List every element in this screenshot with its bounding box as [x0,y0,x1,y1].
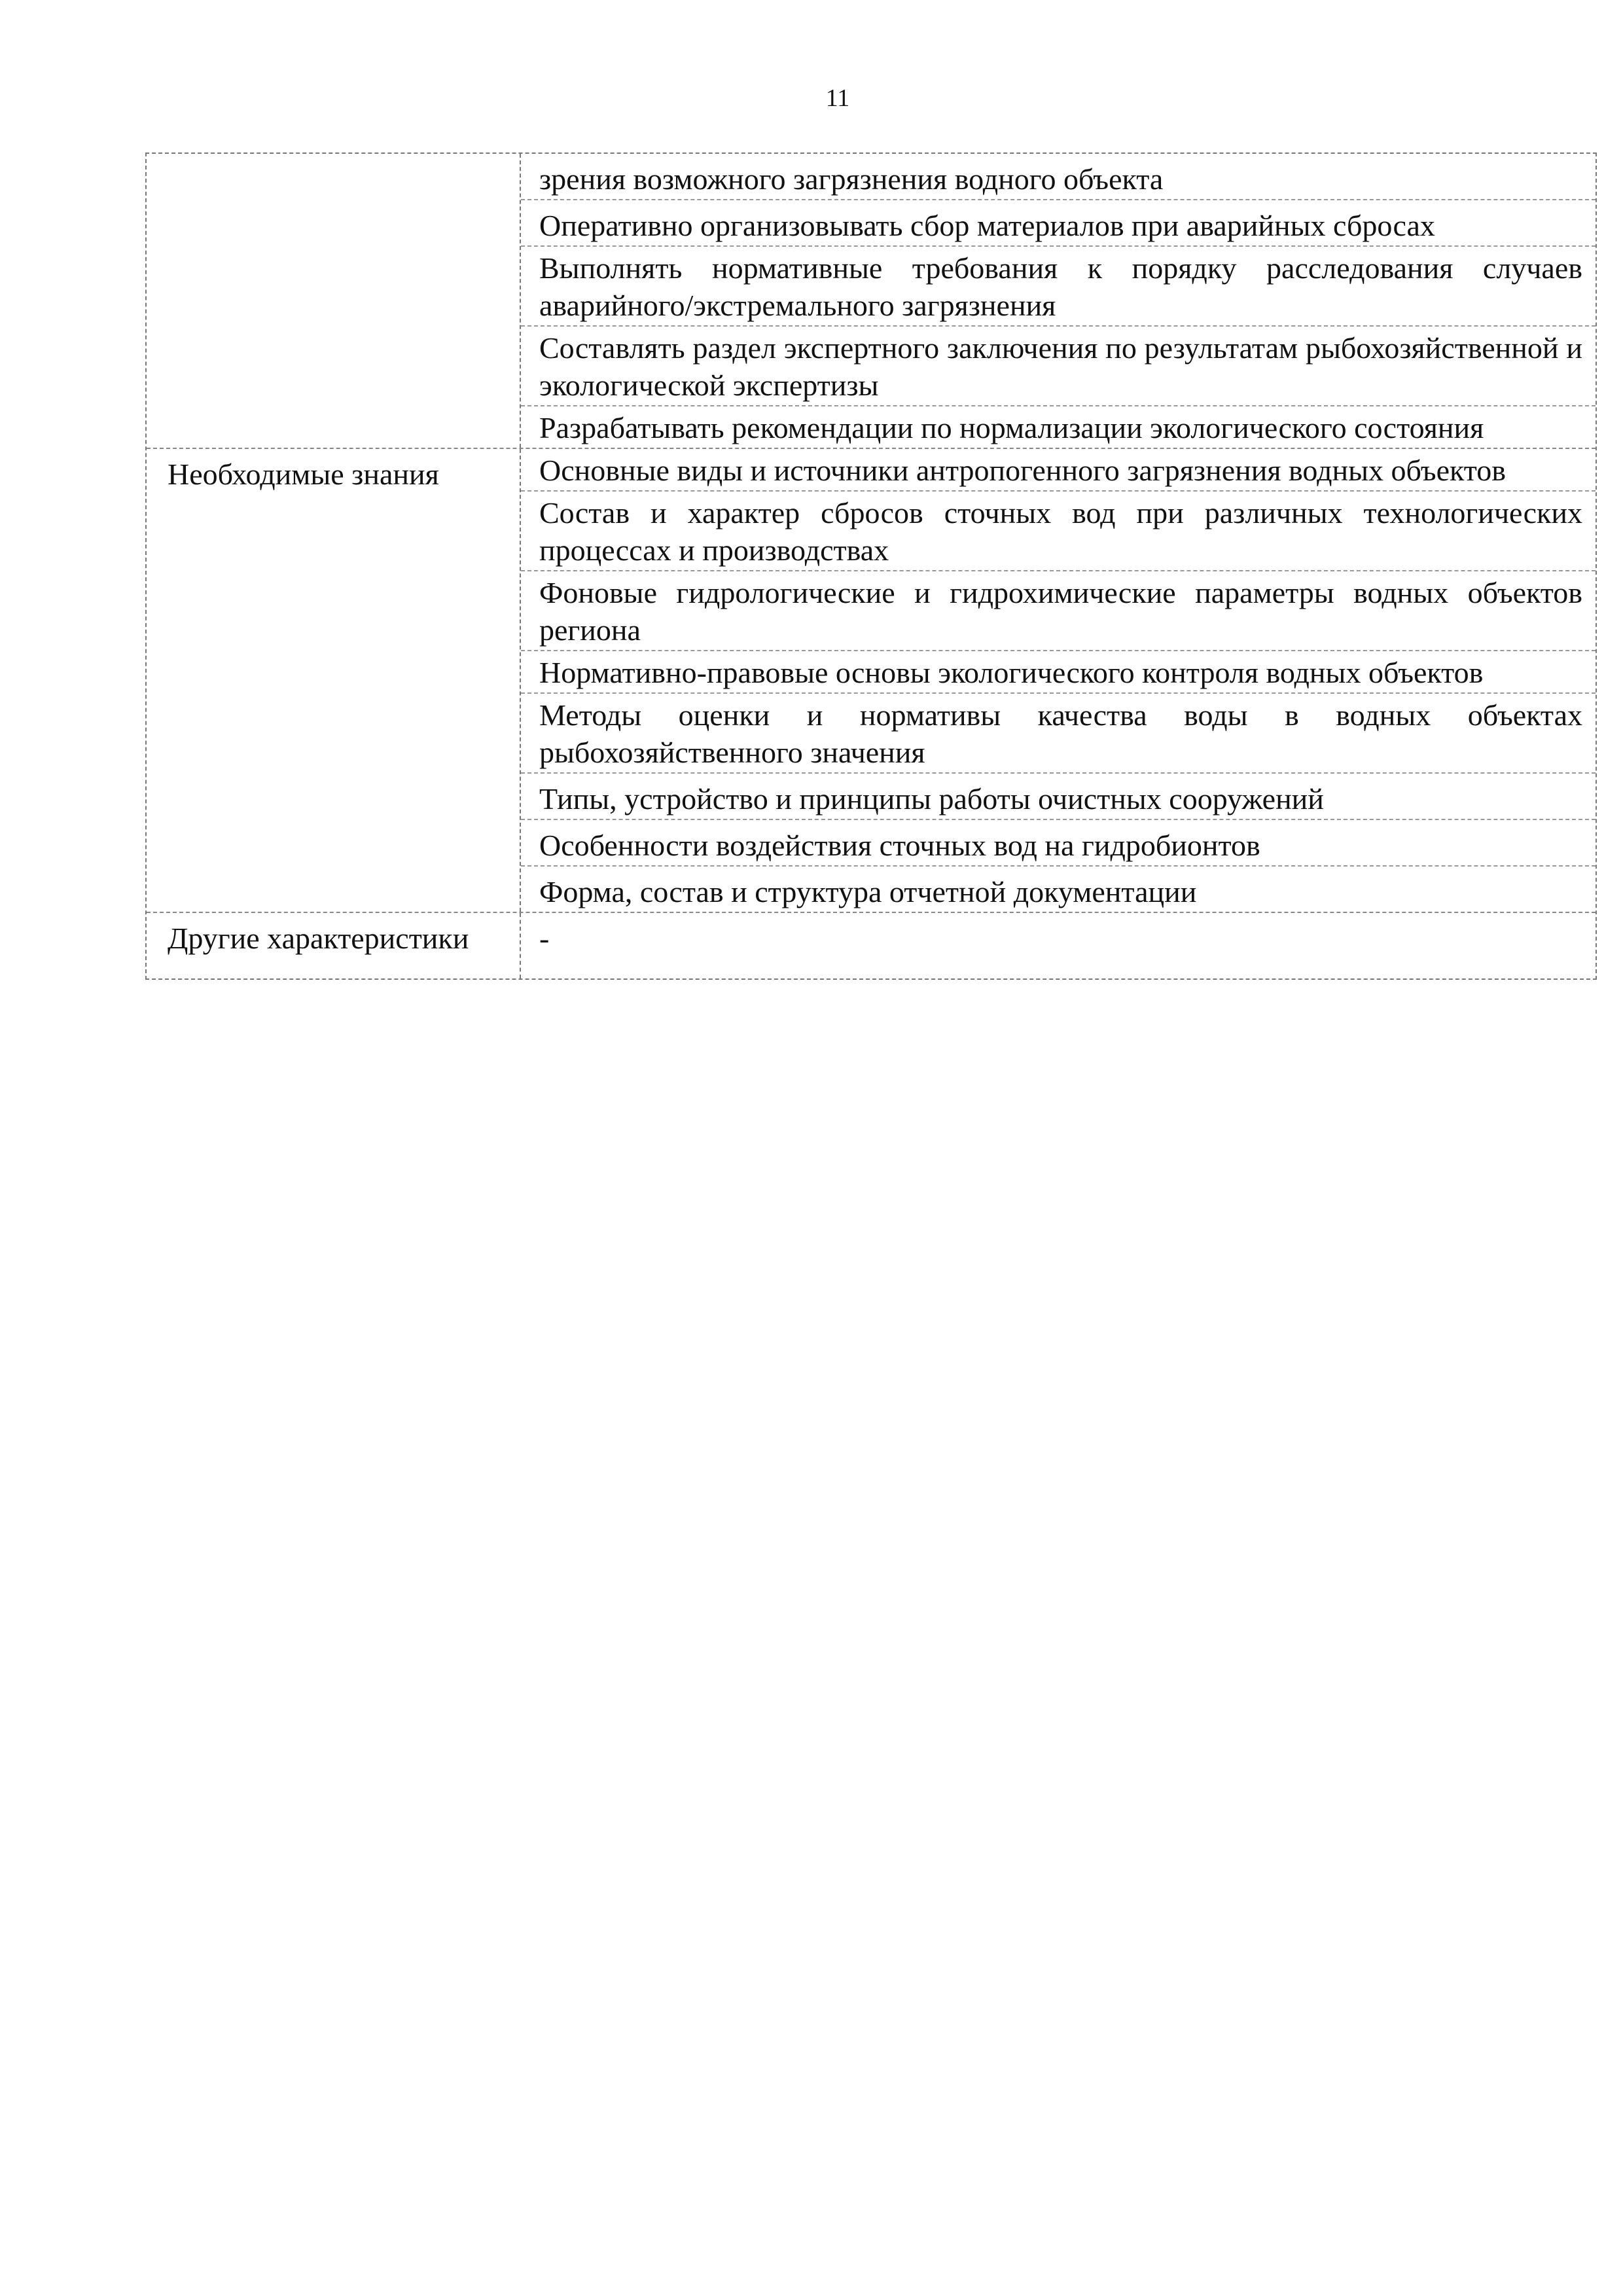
skill-item: Выполнять нормативные требования к порядку расследования случаев аварийного/экстремального загрязнения [521,245,1596,325]
other-section [147,912,1596,978]
other-list [521,913,1596,978]
skill-item: Оперативно организовывать сбор материалов при аварийных сбросах [521,199,1596,245]
knowledge-list [521,449,1596,912]
skill-item: Составлять раздел экспертного заключения по результатам рыбохозяйственной и экологической экспертизы [521,325,1596,405]
knowledge-item: Форма, состав и структура отчетной документации [521,865,1596,912]
knowledge-item: Нормативно-правовые основы экологического контроля водных объектов [521,650,1596,692]
other-value: - [539,922,550,955]
knowledge-item: Основные виды и источники антропогенного загрязнения водных объектов [539,454,1506,487]
knowledge-section [147,448,1596,912]
knowledge-item: Типы, устройство и принципы работы очистных сооружений [521,772,1596,819]
knowledge-item: Состав и характер сбросов сточных вод при различных технологических процессах и производствах [521,490,1596,570]
knowledge-item: Фоновые гидрологические и гидрохимические параметры водных объектов региона [521,570,1596,650]
knowledge-item: Методы оценки и нормативы качества воды в водных объектах рыбохозяйственного значения [521,692,1596,772]
skill-item: Разрабатывать рекомендации по нормализации экологического состояния [521,405,1596,448]
other-label: Другие характеристики [147,913,521,978]
skill-item: зрения возможного загрязнения водного объекта [539,162,1164,196]
knowledge-label: Необходимые знания [147,449,521,912]
skills-list [521,154,1596,448]
page-number: 11 [825,84,850,112]
competency-table [145,152,1597,980]
skills-section [147,154,1596,448]
skills-label [147,154,521,448]
knowledge-item: Особенности воздействия сточных вод на гидробионтов [521,819,1596,865]
